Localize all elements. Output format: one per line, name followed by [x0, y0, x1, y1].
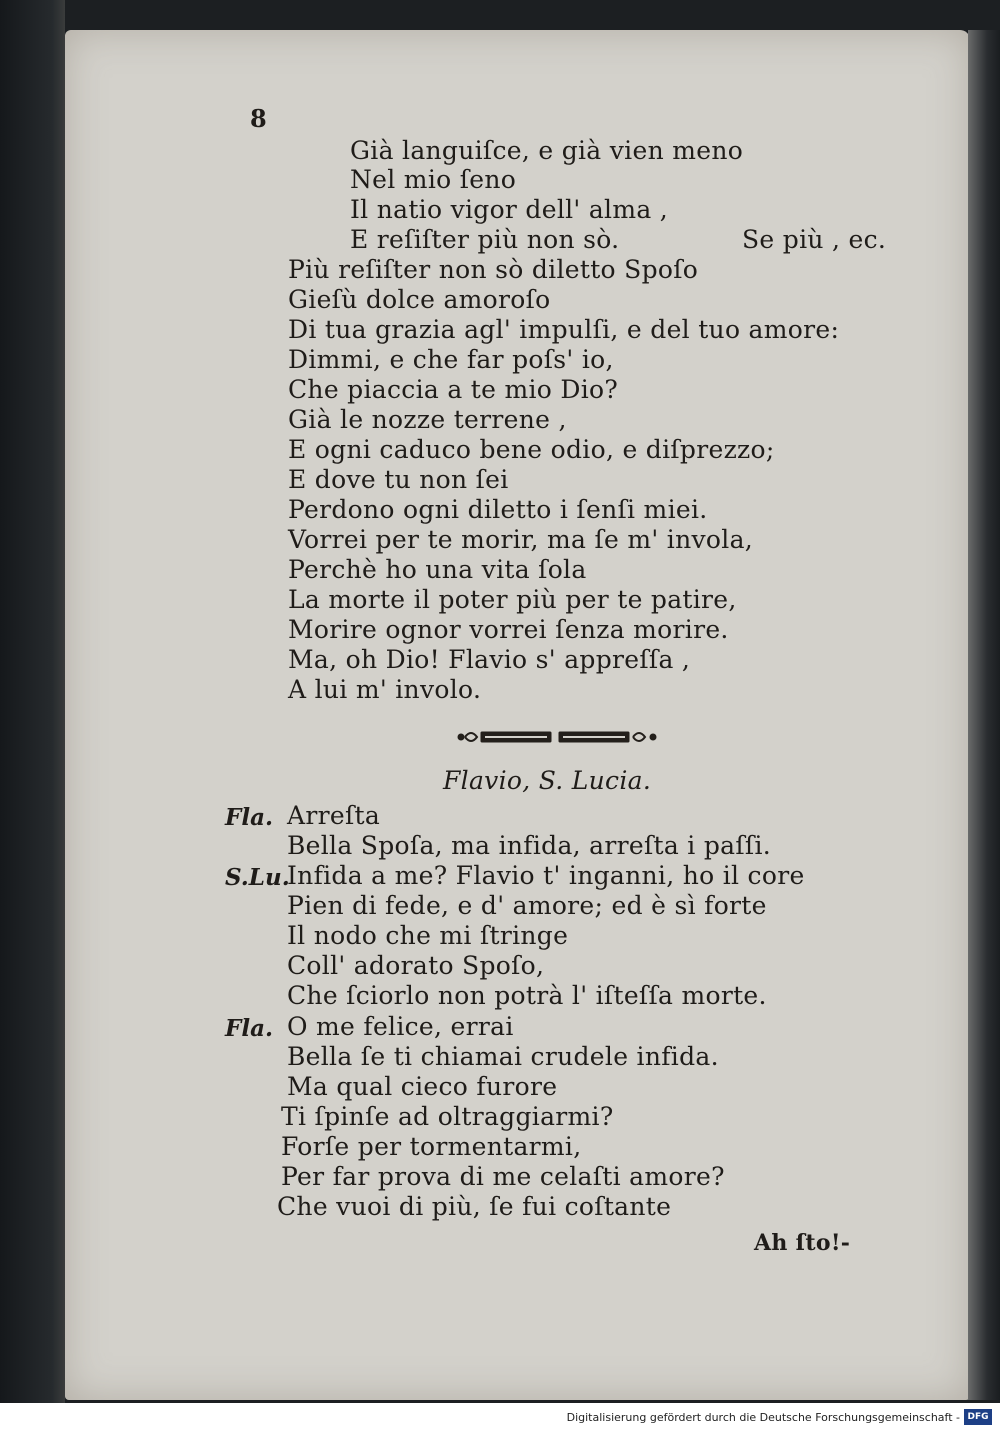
speaker-label-lucia: S.Lu. [225, 864, 290, 891]
footer-credit: Digitalisierung gefördert durch die Deutsche Forschungsgemeinschaft - [566, 1411, 960, 1424]
verse-line: E dove tu non ſei [288, 465, 509, 494]
verse-line: Già languiſce, e già vien meno [350, 136, 744, 165]
verse-line: Vorrei per te morir, ma ſe m' invola, [288, 525, 754, 554]
verse-line: La morte il poter più per te patire, [288, 585, 737, 614]
speaker-label-flavio: Fla. [225, 1015, 273, 1042]
verse-line: Ma, oh Dio! Flavio s' appreſſa , [288, 645, 691, 674]
dialogue-line: Il nodo che mi ſtringe [287, 921, 569, 950]
verse-line: E reſiſter più non sò. [350, 225, 620, 254]
dialogue-line: Che vuoi di più, ſe fui coſtante [277, 1192, 672, 1221]
verse-line: E ogni caduco bene odio, e diſprezzo; [288, 435, 775, 464]
dialogue-line: Arreſta [287, 801, 381, 830]
verse-line: Perdono ogni diletto i ſenſi miei. [288, 495, 708, 524]
dialogue-line: Che ſciorlo non potrà l' iſteſſa morte. [287, 981, 767, 1010]
dialogue-line: Forſe per tormentarmi, [281, 1132, 582, 1161]
dialogue-line: Ma qual cieco furore [287, 1072, 558, 1101]
verse-line: Più reſiſter non sò diletto Spoſo [288, 255, 699, 284]
verse-line: Gieſù dolce amoroſo [288, 285, 551, 314]
dialogue-line: Bella Spoſa, ma infida, arreſta i paſſi. [287, 831, 771, 860]
dfg-logo-icon: DFG [964, 1409, 992, 1425]
dialogue-line: Ti ſpinſe ad oltraggiarmi? [281, 1102, 614, 1131]
verse-line: Già le nozze terrene , [288, 405, 567, 434]
scene-heading: Flavio, S. Lucia. [443, 766, 652, 795]
ornament-divider [455, 727, 660, 747]
catchword: Ah ſto!- [754, 1230, 851, 1256]
dialogue-line: Coll' adorato Spoſo, [287, 951, 545, 980]
verse-line: Morire ognor vorrei ſenza morire. [288, 615, 729, 644]
book-gutter [968, 30, 1000, 1400]
digitization-footer [0, 1403, 1000, 1432]
verse-line: Il natio vigor dell' alma , [350, 195, 669, 224]
speaker-label-flavio: Fla. [225, 804, 273, 831]
book-left-edge [0, 0, 65, 1432]
page-number: 8 [250, 104, 267, 133]
verse-line: A lui m' involo. [288, 675, 482, 704]
dialogue-line: O me felice, errai [287, 1012, 514, 1041]
dialogue-line: Per far prova di me celaſti amore? [281, 1162, 725, 1191]
verse-line: Che piaccia a te mio Dio? [288, 375, 619, 404]
dialogue-line: Infida a me? Flavio t' inganni, ho il core [287, 861, 805, 890]
verse-line: Nel mio ſeno [350, 165, 517, 194]
dialogue-line: Pien di fede, e d' amore; ed è sì forte [287, 891, 767, 920]
aria-refrain: Se più , ec. [742, 225, 887, 254]
dialogue-line: Bella ſe ti chiamai crudele infida. [287, 1042, 719, 1071]
verse-line: Perchè ho una vita ſola [288, 555, 587, 584]
verse-line: Dimmi, e che far poſs' io, [288, 345, 614, 374]
verse-line: Di tua grazia agl' impulſi, e del tuo amore: [288, 315, 840, 344]
